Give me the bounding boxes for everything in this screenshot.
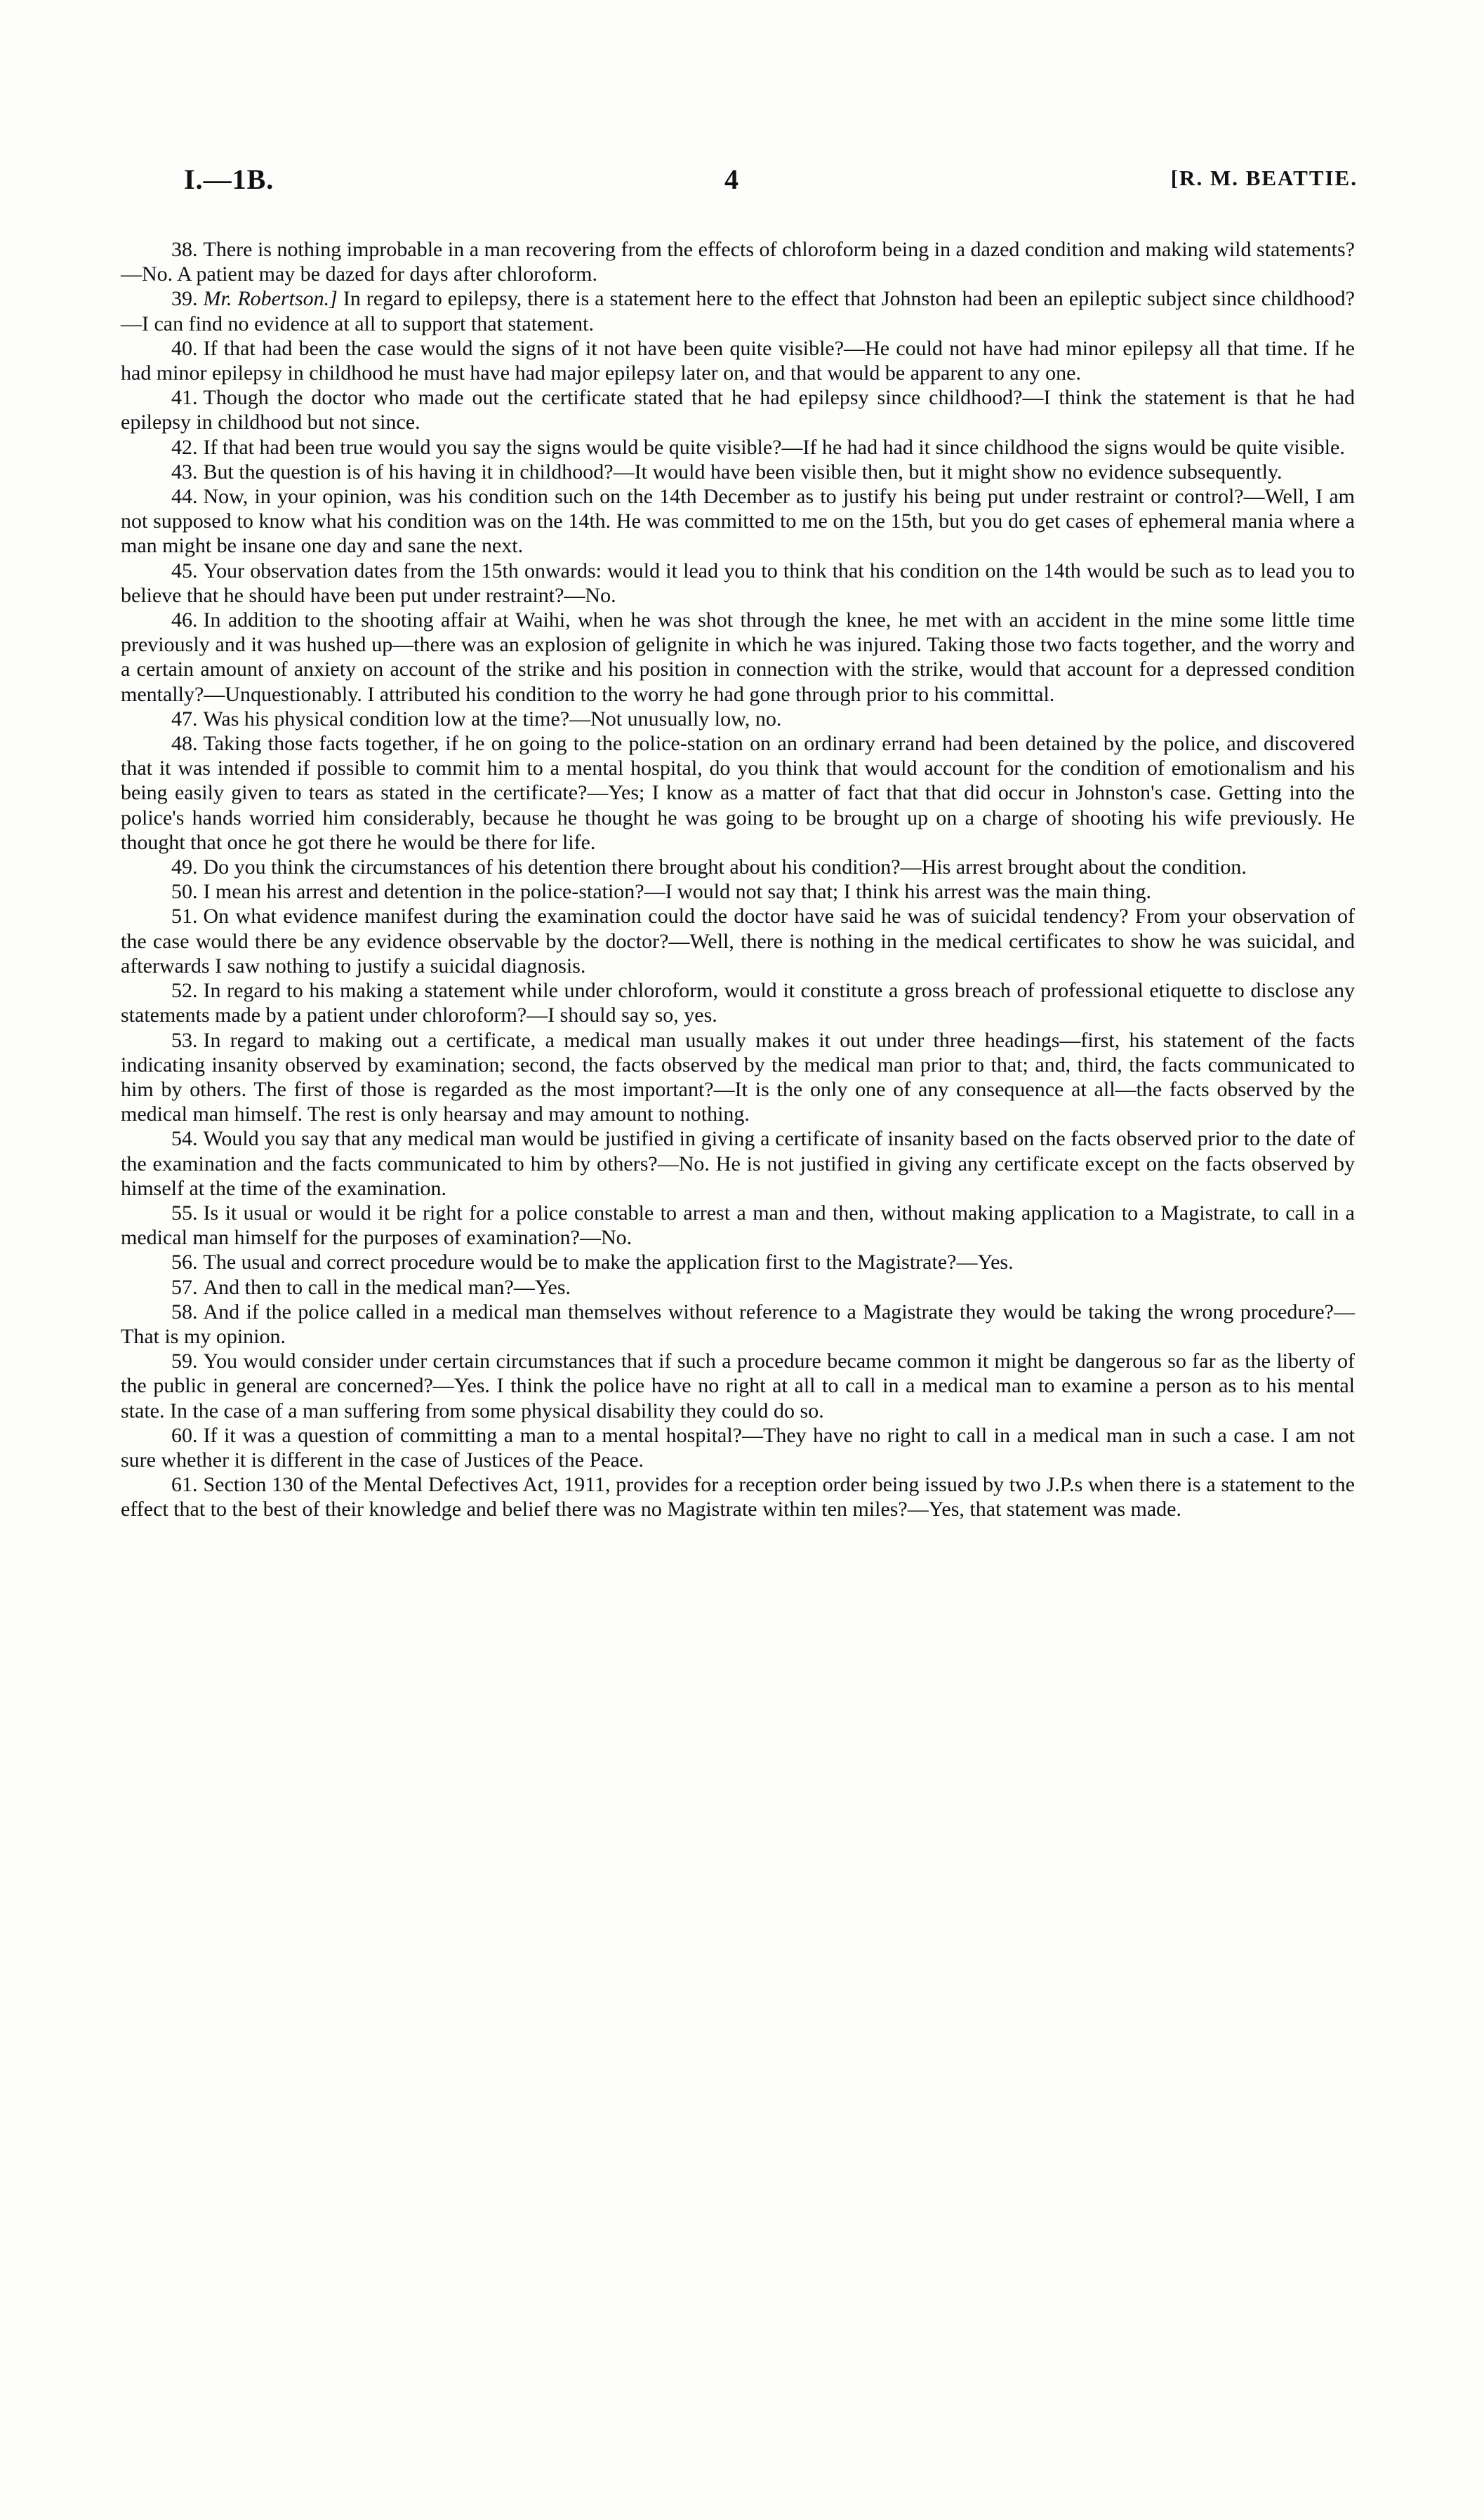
- paragraph-text: There is nothing improbable in a man recovering from the effects of chloroform being in a dazed condition and making wild statements?—No. A patient may be dazed for days after chloroform.: [121, 238, 1355, 286]
- speaker-name: Mr. Robertson.]: [203, 287, 338, 311]
- paragraph-text: In addition to the shooting affair at Waihi, when he was shot through the knee, he met with an accident in the mine some little time previously and it was hushed up—there was an explosion of gelignite in which he was injured. Taking those two facts together, and the worry and a certain amount of anxiety on account of the strike and his position in connection with the strike, would that account for a depressed condition mentally?—Unquestionably. I attributed his condition to the worry he had gone through prior to his committal.: [121, 608, 1355, 706]
- witness-name: [R. M. BEATTIE.: [1170, 166, 1358, 190]
- paragraph-55: 55. Is it usual or would it be right for a police constable to arrest a man and then, without making application to a Magistrate, to call in a medical man himself for the purposes of examination?—No.: [121, 1201, 1355, 1250]
- paragraph-49: 49. Do you think the circumstances of his detention there brought about his condition?—His arrest brought about the condition.: [171, 855, 1247, 879]
- paragraph-57: 57. And then to call in the medical man?—Yes.: [171, 1275, 571, 1299]
- paragraph-52: 52. In regard to his making a statement while under chloroform, would it constitute a gross breach of professional etiquette to disclose any statements made by a patient under chloroform?—I should say so, yes.: [121, 979, 1355, 1027]
- paragraph-42: 42. If that had been true would you say the signs would be quite visible?—If he had had it since childhood the signs would be quite visible.: [171, 435, 1345, 459]
- paragraph-56: 56. The usual and correct procedure would be to make the application first to the Magistrate?—Yes.: [171, 1251, 1014, 1274]
- paragraph-59: 59. You would consider under certain circumstances that if such a procedure became common it might be dangerous so far as the liberty of the public in general are concerned?—Yes. I think the police have no right at all to call in a medical man to examine a person as to his mental state. In the case of a man suffering from some physical disability they could do so.: [121, 1349, 1355, 1422]
- paragraph-53: 53. In regard to making out a certificate, a medical man usually makes it out under three headings—first, his statement of the facts indicating insanity observed by examination; second, the facts observed by the medical man prior to that; and, third, the facts communicated to him by others. The first of those is regarded as the most important?—It is the only one of any consequence at all—the facts observed by the medical man himself. The rest is only hearsay and may amount to nothing.: [121, 1028, 1355, 1126]
- paragraph-50: 50. I mean his arrest and detention in the police-station?—I would not say that; I think his arrest was the main thing.: [171, 880, 1152, 904]
- paragraph-text: On what evidence manifest during the examination could the doctor have said he was of suicidal tendency? From your observation of the case would there be any evidence observable by the doctor?—Well, there is nothing in the medical certificates to show he was suicidal, and afterwards I saw nothing to justify a suicidal diagnosis.: [121, 905, 1355, 978]
- paragraph-text: Would you say that any medical man would be justified in giving a certificate of insanity based on the facts observed prior to the date of the examination and the facts communicated to him by others?—No. He is not justified in giving any certificate except on the facts observed by himself at the time of the examination.: [121, 1127, 1355, 1200]
- paragraph-text: And if the police called in a medical man themselves without reference to a Magistrate they would be taking the wrong procedure?—That is my opinion.: [121, 1300, 1355, 1348]
- paragraph-text: Is it usual or would it be right for a police constable to arrest a man and then, without making application to a Magistrate, to call in a medical man himself for the purposes of examination?—No.: [121, 1201, 1355, 1250]
- paragraph-38: 38. There is nothing improbable in a man recovering from the effects of chloroform being in a dazed condition and making wild statements?—No. A patient may be dazed for days after chloroform.: [121, 238, 1355, 286]
- paragraph-text: Your observation dates from the 15th onwards: would it lead you to think that his condition on the 14th would be such as to lead you to believe that he should have been put under restraint?—No.: [121, 559, 1355, 607]
- paragraph-text: You would consider under certain circumstances that if such a procedure became common it might be dangerous so far as the liberty of the public in general are concerned?—Yes. I think the police have no right at all to call in a medical man to examine a person as to his mental state. In the case of a man suffering from some physical disability they could do so.: [121, 1349, 1355, 1422]
- paragraph-54: 54. Would you say that any medical man would be justified in giving a certificate of insanity based on the facts observed prior to the date of the examination and the facts communicated to him by others?—No. He is not justified in giving any certificate except on the facts observed by himself at the time of the examination.: [121, 1127, 1355, 1200]
- paragraph-43: 43. But the question is of his having it in childhood?—It would have been visible then, but it might show no evidence subsequently.: [171, 460, 1283, 484]
- paragraph-text: But the question is of his having it in childhood?—It would have been visible then, but it might show no evidence subsequently.: [203, 460, 1283, 484]
- paragraph-39: 39. Mr. Robertson.] In regard to epilepsy, there is a statement here to the effect that Johnston had been an epileptic subject since childhood?—I can find no evidence at all to support that statement.: [121, 287, 1355, 335]
- document-reference: I.—1B.: [184, 164, 274, 195]
- paragraph-46: 46. In addition to the shooting affair at Waihi, when he was shot through the knee, he met with an accident in the mine some little time previously and it was hushed up—there was an explosion of gelignite in which he was injured. Taking those two facts together, and the worry and a certain amount of anxiety on account of the strike and his position in connection with the strike, would that account for a depressed condition mentally?—Unquestionably. I attributed his condition to the worry he had gone through prior to his committal.: [121, 608, 1355, 706]
- paragraph-text: Section 130 of the Mental Defectives Act, 1911, provides for a reception order being issued by two J.P.s when there is a statement to the effect that to the best of their knowledge and belief there was no Magistrate within ten miles?—Yes, that statement was made.: [121, 1473, 1355, 1521]
- paragraph-text: If it was a question of committing a man to a mental hospital?—They have no right to call in a medical man in such a case. I am not sure whether it is different in the case of Justices of the Peace.: [121, 1423, 1355, 1472]
- paragraph-text: Taking those facts together, if he on going to the police-station on an ordinary errand had been detained by the police, and discovered that it was intended if possible to commit him to a mental hospital, do you think that would account for the condition of emotionalism and his being easily given to tears as stated in the certificate?—Yes; I know as a matter of fact that that did occur in Johnston's case. Getting into the police's hands worried him considerably, because he thought he was going to be brought up on a charge of shooting his wife previously. He thought that once he got there he would be there for life.: [121, 732, 1355, 854]
- paragraph-47: 47. Was his physical condition low at the time?—Not unusually low, no.: [171, 707, 782, 731]
- paragraph-51: 51. On what evidence manifest during the examination could the doctor have said he was of suicidal tendency? From your observation of the case would there be any evidence observable by the doctor?—Well, there is nothing in the medical certificates to show he was suicidal, and afterwards I saw nothing to justify a suicidal diagnosis.: [121, 905, 1355, 978]
- paragraph-text: In regard to making out a certificate, a medical man usually makes it out under three headings—first, his statement of the facts indicating insanity observed by examination; second, the facts observed by the medical man prior to that; and, third, the facts communicated to him by others. The first of those is regarded as the most important?—It is the only one of any consequence at all—the facts observed by the medical man himself. The rest is only hearsay and may amount to nothing.: [121, 1028, 1355, 1126]
- page-header: [184, 163, 1358, 205]
- paragraph-text: If that had been the case would the signs of it not have been quite visible?—He could not have had minor epilepsy all that time. If he had minor epilepsy in childhood he must have had major epilepsy later on, and that would be apparent to any one.: [121, 336, 1355, 385]
- paragraph-text: And then to call in the medical man?—Yes.: [203, 1275, 571, 1299]
- paragraph-41: 41. Though the doctor who made out the certificate stated that he had epilepsy since childhood?—I think the statement is that he had epilepsy in childhood but not since.: [121, 386, 1355, 434]
- paragraph-45: 45. Your observation dates from the 15th onwards: would it lead you to think that his condition on the 14th would be such as to lead you to believe that he should have been put under restraint?—No.: [121, 559, 1355, 607]
- page-number: 4: [724, 164, 738, 195]
- paragraph-40: 40. If that had been the case would the signs of it not have been quite visible?—He could not have had minor epilepsy all that time. If he had minor epilepsy in childhood he must have had major epilepsy later on, and that would be apparent to any one.: [121, 336, 1355, 385]
- paragraph-48: 48. Taking those facts together, if he on going to the police-station on an ordinary errand had been detained by the police, and discovered that it was intended if possible to commit him to a mental hospital, do you think that would account for the condition of emotionalism and his being easily given to tears as stated in the certificate?—Yes; I know as a matter of fact that that did occur in Johnston's case. Getting into the police's hands worried him considerably, because he thought he was going to be brought up on a charge of shooting his wife previously. He thought that once he got there he would be there for life.: [121, 732, 1355, 854]
- paragraph-text: Do you think the circumstances of his detention there brought about his condition?—His arrest brought about the condition.: [203, 855, 1247, 879]
- paragraph-60: 60. If it was a question of committing a man to a mental hospital?—They have no right to call in a medical man in such a case. I am not sure whether it is different in the case of Justices of the Peace.: [121, 1423, 1355, 1472]
- paragraph-text: The usual and correct procedure would be to make the application first to the Magistrate?—Yes.: [203, 1251, 1014, 1274]
- paragraph-text: Now, in your opinion, was his condition such on the 14th December as to justify his being put under restraint or control?—Well, I am not supposed to know what his condition was on the 14th. He was committed to me on the 15th, but you do get cases of ephemeral mania where a man might be insane one day and sane the next.: [121, 485, 1355, 558]
- paragraph-text: Was his physical condition low at the time?—Not unusually low, no.: [203, 707, 782, 731]
- paragraph-text: If that had been true would you say the signs would be quite visible?—If he had had it since childhood the signs would be quite visible.: [203, 435, 1345, 459]
- paragraph-text: In regard to epilepsy, there is a statement here to the effect that Johnston had been an epileptic subject since childhood?—I can find no evidence at all to support that statement.: [121, 287, 1355, 335]
- paragraph-61: 61. Section 130 of the Mental Defectives Act, 1911, provides for a reception order being issued by two J.P.s when there is a statement to the effect that to the best of their knowledge and belief there was no Magistrate within ten miles?—Yes, that statement was made.: [121, 1473, 1355, 1521]
- paragraph-text: Though the doctor who made out the certificate stated that he had epilepsy since childhood?—I think the statement is that he had epilepsy in childhood but not since.: [121, 386, 1355, 434]
- paragraph-58: 58. And if the police called in a medical man themselves without reference to a Magistrate they would be taking the wrong procedure?—That is my opinion.: [121, 1300, 1355, 1348]
- paragraph-44: 44. Now, in your opinion, was his condition such on the 14th December as to justify his being put under restraint or control?—Well, I am not supposed to know what his condition was on the 14th. He was committed to me on the 15th, but you do get cases of ephemeral mania where a man might be insane one day and sane the next.: [121, 485, 1355, 558]
- paragraph-text: In regard to his making a statement while under chloroform, would it constitute a gross breach of professional etiquette to disclose any statements made by a patient under chloroform?—I should say so, yes.: [121, 979, 1355, 1027]
- paragraph-text: I mean his arrest and detention in the police-station?—I would not say that; I think his arrest was the main thing.: [203, 880, 1152, 904]
- document-body: [121, 237, 1355, 1522]
